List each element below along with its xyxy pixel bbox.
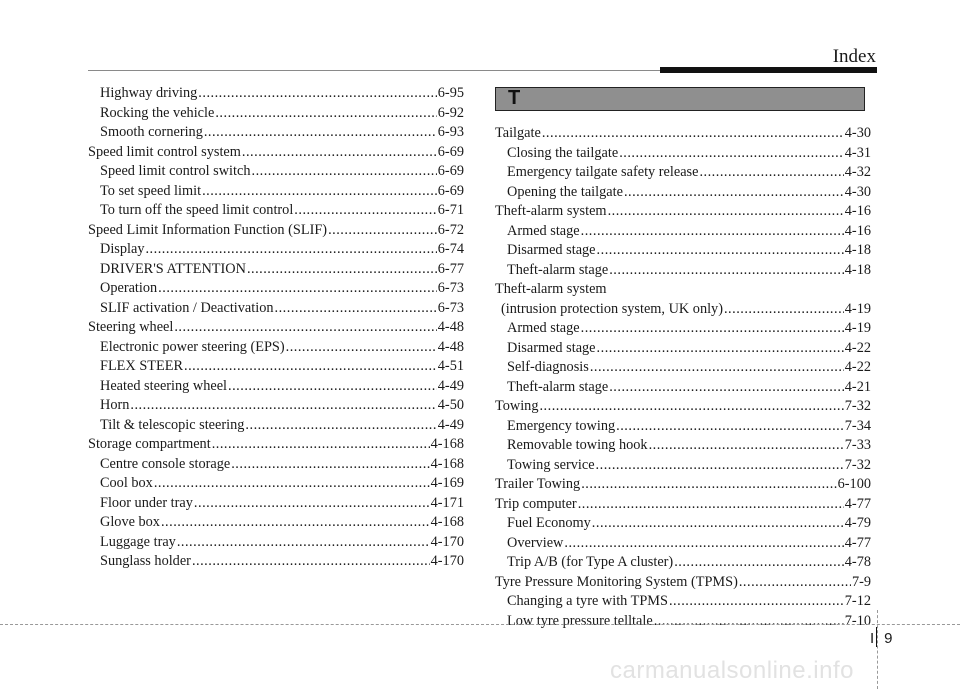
index-entry-term: Speed limit control switch <box>100 163 251 179</box>
index-entry <box>88 357 464 377</box>
index-entry-page: 6-73 <box>437 299 464 316</box>
index-entry-page: 4-170 <box>430 553 464 569</box>
index-entry-page: 6-92 <box>437 104 464 121</box>
index-entry-term: To turn off the speed limit control <box>100 202 294 218</box>
index-entry-page: 4-32 <box>844 164 871 180</box>
index-entry-term: Rocking the vehicle <box>100 104 215 121</box>
index-entry-term: Electronic power steering (EPS) <box>100 338 285 355</box>
index-entry-leader <box>578 495 844 515</box>
index-entry <box>495 358 871 378</box>
index-entry-leader <box>294 201 436 221</box>
index-entry-leader <box>145 240 436 260</box>
index-entry-term: Theft-alarm system <box>495 281 607 297</box>
index-entry-page: 4-19 <box>844 300 871 317</box>
index-entry-leader <box>608 202 844 222</box>
index-entry-term: Trailer Towing <box>495 476 581 492</box>
index-entry-term: Towing service <box>507 456 595 473</box>
index-entry-leader <box>247 260 437 280</box>
index-entry-page: 4-77 <box>844 495 871 512</box>
index-entry <box>495 534 871 554</box>
index-entry-page: 6-93 <box>437 124 464 140</box>
index-entry-page: 6-69 <box>437 163 464 179</box>
index-entry-leader <box>184 357 437 377</box>
index-entry <box>495 436 871 456</box>
index-entry <box>495 222 871 242</box>
index-entry-page: 4-171 <box>430 494 464 511</box>
index-entry-term: Theft-alarm stage <box>507 378 609 395</box>
index-entry <box>495 592 871 612</box>
index-entry-leader <box>231 455 429 475</box>
index-entry-page: 4-18 <box>844 242 871 258</box>
watermark: carmanualsonline.info <box>610 657 854 684</box>
index-entry <box>88 221 464 241</box>
index-entry <box>88 84 464 104</box>
index-entry-page: 4-30 <box>844 183 871 200</box>
index-entry <box>495 163 871 183</box>
section-letter-box <box>495 87 865 111</box>
index-entry-page: 6-71 <box>437 202 464 218</box>
index-entry <box>495 495 871 515</box>
index-entry-leader <box>202 182 437 202</box>
index-entry-leader <box>252 162 437 182</box>
index-entry <box>495 612 871 632</box>
index-column-left <box>88 84 464 572</box>
index-entry-leader <box>592 514 844 534</box>
index-entry-page: 4-49 <box>437 416 464 433</box>
index-entry <box>88 338 464 358</box>
index-entry <box>495 417 871 437</box>
index-entry-term: Centre console storage <box>100 455 231 472</box>
index-entry-term: Cool box <box>100 475 153 491</box>
index-entry <box>495 573 871 593</box>
index-entry <box>495 378 871 398</box>
index-entry-leader <box>674 553 844 573</box>
index-entry-leader <box>724 300 844 320</box>
index-entry <box>88 552 464 572</box>
index-entry-page: 7-32 <box>844 456 871 473</box>
index-entry-page: 4-18 <box>844 261 871 278</box>
index-entry-page: 4-169 <box>430 475 464 491</box>
index-entry <box>88 201 464 221</box>
index-entry-leader <box>194 494 430 514</box>
index-entry-leader <box>654 612 844 632</box>
index-entry-leader <box>609 378 844 398</box>
index-entry-term: Armed stage <box>507 222 580 239</box>
index-entry-page: 4-21 <box>844 378 871 395</box>
index-entry-term: Highway driving <box>100 85 198 101</box>
index-entry-term: Emergency towing <box>507 417 616 434</box>
index-entry <box>495 339 871 359</box>
index-entry-leader <box>228 377 437 397</box>
index-entry <box>88 299 464 319</box>
index-entry-term: Towing <box>495 398 539 414</box>
index-entry-term: FLEX STEER <box>100 358 184 374</box>
index-entry-page: 7-9 <box>851 573 871 590</box>
index-entry-page: 4-170 <box>430 533 464 550</box>
index-entry-leader <box>590 358 844 378</box>
index-entry-leader <box>158 279 437 299</box>
index-entry-leader <box>161 513 430 533</box>
index-entry-term: Sunglass holder <box>100 553 191 569</box>
index-entry-leader <box>597 339 844 359</box>
index-entry <box>88 455 464 475</box>
index-entry-page: 6-73 <box>437 280 464 296</box>
index-entry-page: 7-32 <box>844 398 871 414</box>
index-entry-page: 7-34 <box>844 417 871 434</box>
index-entry <box>495 124 871 144</box>
index-entry-term: Luggage tray <box>100 533 176 550</box>
index-entry-term: Theft-alarm system <box>495 203 607 219</box>
index-entry <box>88 104 464 124</box>
index-entry-term: Trip A/B (for Type A cluster) <box>507 554 674 570</box>
index-entry-term: Closing the tailgate <box>507 144 619 161</box>
index-entry-leader <box>616 417 844 437</box>
index-entry <box>495 319 871 339</box>
index-entry <box>495 456 871 476</box>
index-entry-leader <box>597 241 844 261</box>
page-section-letter: I <box>870 630 875 647</box>
index-entry-leader <box>286 338 437 358</box>
page-header-title: Index <box>832 46 876 67</box>
index-entry-term: To set speed limit <box>100 182 202 199</box>
index-entry-leader <box>328 221 437 241</box>
index-entry-term: Tilt & telescopic steering <box>100 416 245 433</box>
index-entry <box>88 143 464 163</box>
index-entry-page: 4-77 <box>844 534 871 551</box>
index-entry <box>88 162 464 182</box>
index-entry-term: Storage compartment <box>88 436 211 452</box>
index-entry <box>88 240 464 260</box>
index-entry-term: Armed stage <box>507 320 580 336</box>
index-entry-term: Speed limit control system <box>88 143 241 160</box>
index-entry-term: Low tyre pressure telltale <box>507 612 653 629</box>
index-entry-term: Display <box>100 241 145 257</box>
index-entry-leader <box>581 319 844 339</box>
index-entry-page: 6-72 <box>437 221 464 238</box>
index-entry <box>495 300 871 320</box>
index-entry-term: Disarmed stage <box>507 339 596 356</box>
index-column-right <box>495 124 871 631</box>
index-entry-term: Overview <box>507 534 564 551</box>
index-entry-leader <box>192 552 430 572</box>
index-entry-page: 4-16 <box>844 203 871 219</box>
index-entry-leader <box>198 84 436 104</box>
index-entry-leader <box>581 222 844 242</box>
index-entry-leader <box>204 123 437 143</box>
index-entry-page: 6-95 <box>437 85 464 101</box>
index-entry-term: Tyre Pressure Monitoring System (TPMS) <box>495 573 738 590</box>
header-accent-bar <box>660 67 877 73</box>
index-entry-page: 4-48 <box>437 338 464 355</box>
index-entry <box>495 241 871 261</box>
index-entry-term: Removable towing hook <box>507 437 648 453</box>
index-entry-term: DRIVER'S ATTENTION <box>100 260 246 277</box>
index-entry-leader <box>177 533 430 553</box>
index-entry-leader <box>596 456 844 476</box>
index-entry <box>88 318 464 338</box>
index-entry-term: Theft-alarm stage <box>507 261 609 278</box>
index-entry-page: 4-168 <box>430 455 464 472</box>
index-entry-page: 4-78 <box>844 554 871 570</box>
index-entry-leader <box>154 474 430 494</box>
index-entry-page: 6-69 <box>437 182 464 199</box>
index-entry <box>88 396 464 416</box>
index-entry-leader <box>649 436 844 456</box>
index-entry <box>88 123 464 143</box>
index-entry <box>88 435 464 455</box>
index-entry-leader <box>699 163 843 183</box>
index-entry-term: Disarmed stage <box>507 242 596 258</box>
index-entry <box>495 183 871 203</box>
index-entry-leader <box>581 475 836 495</box>
page-number-value: 9 <box>884 630 893 647</box>
index-entry-page: 4-48 <box>437 319 464 335</box>
index-entry-page: 6-74 <box>437 241 464 257</box>
index-entry-page: 7-12 <box>844 593 871 609</box>
index-entry-term: Opening the tailgate <box>507 183 623 200</box>
index-entry-page: 7-33 <box>844 437 871 453</box>
index-entry <box>88 182 464 202</box>
index-entry-page: 4-31 <box>844 144 871 161</box>
index-entry <box>495 202 871 222</box>
index-entry-page: 4-79 <box>844 515 871 531</box>
index-entry-term: Changing a tyre with TPMS <box>507 593 668 609</box>
index-entry-term: Fuel Economy <box>507 515 591 531</box>
index-entry-leader <box>245 416 436 436</box>
index-entry-term: Glove box <box>100 514 160 530</box>
footer-vertical-rule <box>877 610 878 689</box>
index-entry-leader <box>242 143 437 163</box>
index-entry-page: 4-19 <box>844 320 871 336</box>
index-entry <box>495 553 871 573</box>
index-entry-term: Floor under tray <box>100 494 193 511</box>
index-entry <box>88 533 464 553</box>
index-entry-term: Trip computer <box>495 495 577 512</box>
index-entry <box>88 416 464 436</box>
index-entry-leader <box>539 397 843 417</box>
index-entry-leader <box>739 573 851 593</box>
index-entry <box>88 513 464 533</box>
index-entry-term: Self-diagnosis <box>507 359 589 375</box>
index-entry-page: 4-22 <box>844 339 871 356</box>
index-entry-term: (intrusion protection system, UK only) <box>501 300 723 317</box>
index-entry-term: Tailgate <box>495 125 541 141</box>
index-entry <box>88 377 464 397</box>
section-letter: T <box>508 87 521 109</box>
page-number <box>870 630 893 647</box>
index-entry-page: 4-22 <box>844 359 871 375</box>
index-entry-leader <box>215 104 436 124</box>
index-entry-page: 6-77 <box>437 260 464 277</box>
index-entry-term: Smooth cornering <box>100 124 203 140</box>
index-entry <box>88 474 464 494</box>
index-entry-page: 4-50 <box>437 397 464 413</box>
index-entry <box>88 260 464 280</box>
index-entry-leader <box>619 144 844 164</box>
index-entry-page: 4-16 <box>844 222 871 239</box>
index-entry-leader <box>542 124 844 144</box>
index-entry-page: 4-49 <box>437 377 464 394</box>
index-entry-page: 4-51 <box>437 358 464 374</box>
index-entry-leader <box>174 318 436 338</box>
index-entry <box>495 261 871 281</box>
index-entry-page: 4-168 <box>430 514 464 530</box>
index-entry-term: Operation <box>100 280 158 296</box>
index-entry-leader <box>275 299 437 319</box>
index-entry-leader <box>130 396 436 416</box>
index-entry-leader <box>624 183 844 203</box>
index-entry <box>88 279 464 299</box>
index-entry-term: Steering wheel <box>88 319 174 335</box>
index-entry-leader <box>609 261 844 281</box>
index-entry-page: 7-10 <box>844 612 871 629</box>
index-entry-term: Speed Limit Information Function (SLIF) <box>88 221 328 238</box>
index-entry-term: Heated steering wheel <box>100 377 228 394</box>
index-entry-leader <box>669 592 844 612</box>
index-entry <box>495 514 871 534</box>
index-entry-term: SLIF activation / Deactivation <box>100 299 274 316</box>
index-entry-leader <box>212 435 430 455</box>
index-entry-page: 4-30 <box>844 125 871 141</box>
index-entry-leader <box>564 534 843 554</box>
index-entry <box>495 280 871 300</box>
index-entry-term: Emergency tailgate safety release <box>507 164 699 180</box>
index-entry-page: 4-168 <box>430 436 464 452</box>
index-entry <box>495 144 871 164</box>
footer-rule <box>0 624 960 625</box>
index-entry-page: 6-100 <box>837 476 871 492</box>
header-rule <box>88 70 710 71</box>
index-entry-page: 6-69 <box>437 143 464 160</box>
index-entry <box>88 494 464 514</box>
index-entry <box>495 475 871 495</box>
index-entry-term: Horn <box>100 397 130 413</box>
index-entry <box>495 397 871 417</box>
